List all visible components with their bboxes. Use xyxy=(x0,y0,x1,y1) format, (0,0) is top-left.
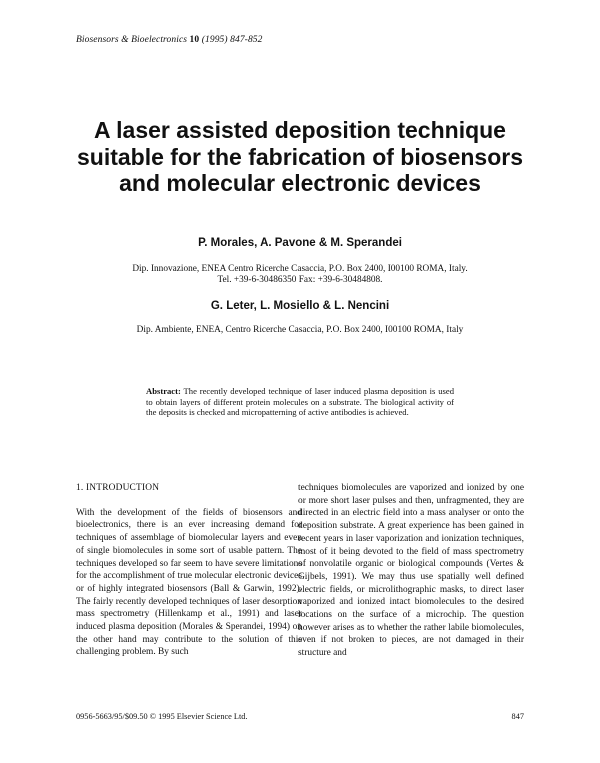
abstract xyxy=(146,386,454,418)
affiliation-1-contact: Tel. +39-6-30486350 Fax: +39-6-30484808. xyxy=(217,275,383,285)
introduction-paragraph-left: With the development of the fields of biosensors and bioelectronics, there is an ever increasing demand for techniques of assemblage of biomolecular layers and even of single biomolecules in some sort of usable pattern. The techniques developed so far seem to have severe limitations for the accomplishment of true molecular electronic devices or of highly integrated biosensors (Ball & Garwin, 1992). The fairly recently developed techniques of laser desorption mass spectrometry (Hillenkamp et al., 1991) and laser induced plasma deposition (Morales & Sperandei, 1994) on the other hand may contribute to the solution of this challenging problem. By such xyxy=(76,507,302,658)
paper-title: A laser assisted deposition technique suitable for the fabrication of biosensors and molecular electronic devices xyxy=(76,117,523,196)
journal-year-pages: (1995) 847-852 xyxy=(201,35,263,45)
affiliation-1 xyxy=(60,264,540,286)
right-column xyxy=(298,482,524,660)
journal-citation xyxy=(76,35,263,45)
section-heading-introduction: 1. INTRODUCTION xyxy=(76,483,160,493)
journal-volume: 10 xyxy=(189,35,200,45)
left-column xyxy=(76,482,302,659)
introduction-paragraph-right: techniques biomolecules are vaporized and ionized by one or more short laser pulses and then, unfragmented, they are directed in an electric field into a mass analyser or onto the deposition substrate. A great experience has been gained in recent years in laser vaporization and ionization techniques, most of it being devoted to the field of mass spectrometry of nonvolatile organic or biological compounds (Vertes & Gijbels, 1991). We may thus use spatially well defined electric fields, or microlithographic masks, to direct laser vaporized and ionized intact biomolecules to the desired locations on the surface of a microchip. The question however arises as to whether the rather labile biomolecules, even if not broken to pieces, are not damaged in their structure and xyxy=(298,483,524,659)
authors-group-2: G. Leter, L. Mosiello & L. Nencini xyxy=(210,300,390,312)
authors-group-1: P. Morales, A. Pavone & M. Sperandei xyxy=(198,237,402,249)
affiliation-1-address: Dip. Innovazione, ENEA Centro Ricerche Casaccia, P.O. Box 2400, I00100 ROMA, Italy. xyxy=(132,264,468,274)
abstract-label: Abstract: xyxy=(146,386,181,396)
footer-page-number: 847 xyxy=(511,712,524,721)
affiliation-2: Dip. Ambiente, ENEA, Centro Ricerche Casaccia, P.O. Box 2400, I00100 ROMA, Italy xyxy=(136,325,464,335)
abstract-text: The recently developed technique of laser induced plasma deposition is used to obtain layers of different protein molecules on a substrate. The biological activity of the deposits is checked and micropatterning of active antibodies is achieved. xyxy=(146,386,454,418)
journal-name: Biosensors & Bioelectronics xyxy=(76,35,188,45)
footer-issn: 0956-5663/95/$09.50 © 1995 Elsevier Science Ltd. xyxy=(76,712,248,721)
